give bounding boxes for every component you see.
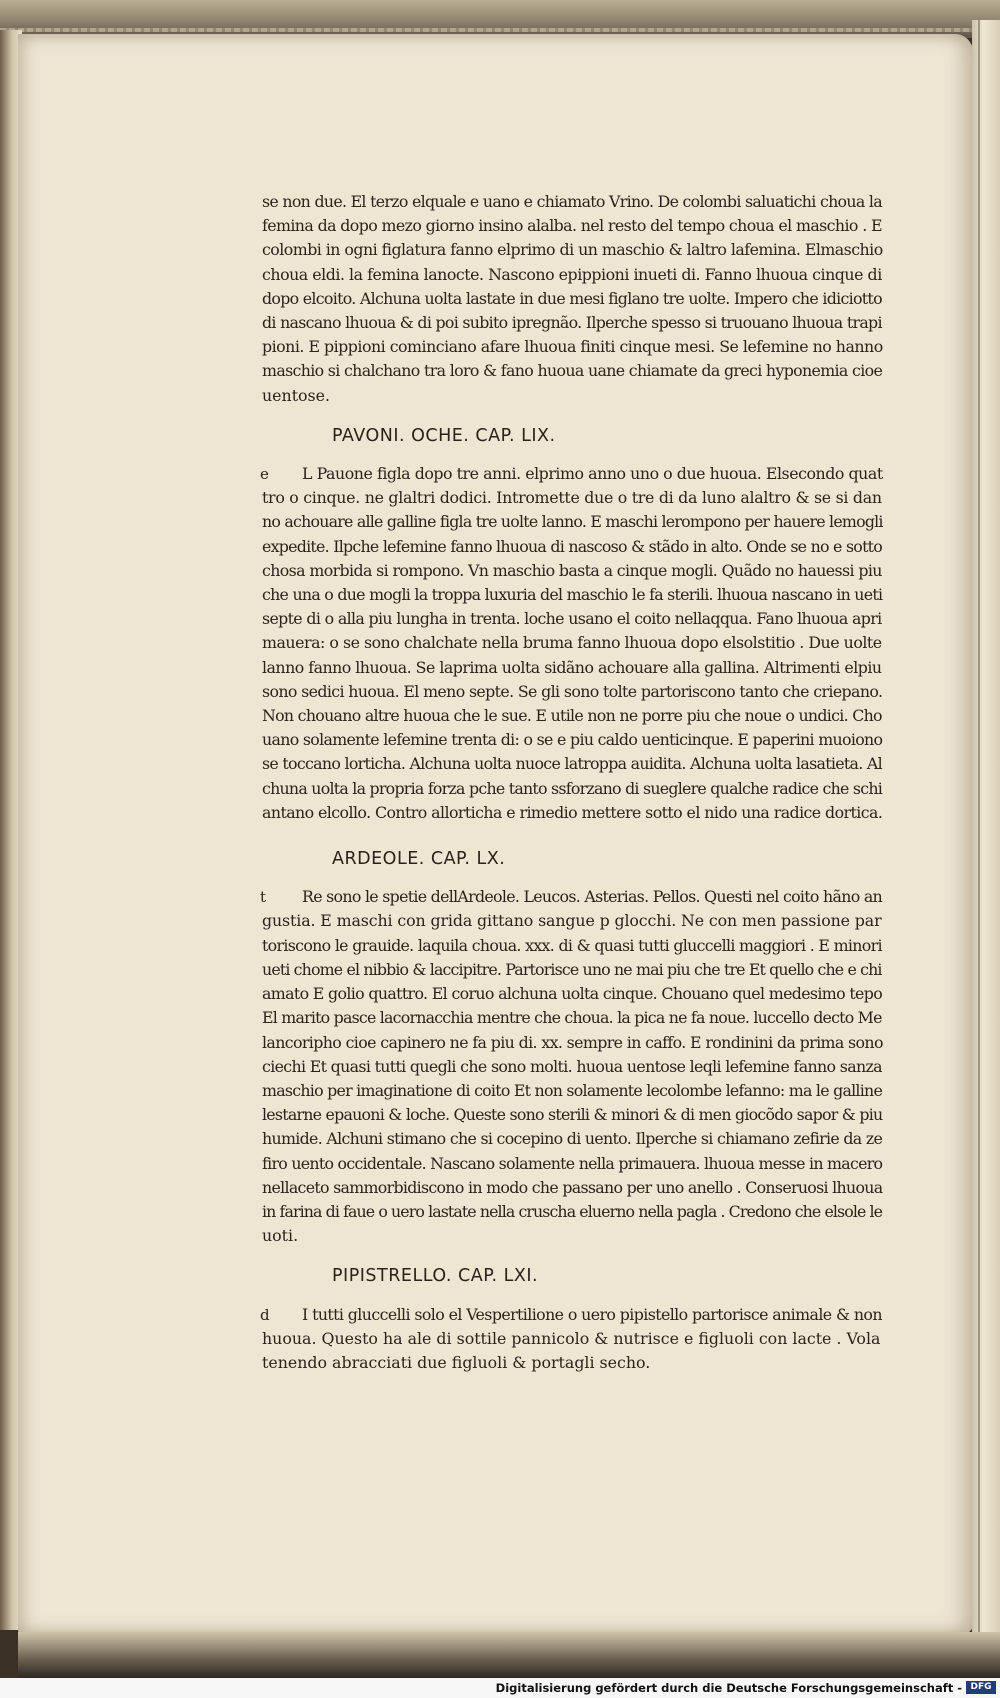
text-line: uentose. [262,385,331,405]
guide-letter: e [260,465,269,484]
text-line: colombi in ogni figlatura fanno elprimo di un maschio & laltro lafemina. Elmaschio [262,240,883,260]
text-line: ciechi Et quasi tutti quegli che sono molti. huoua uentose leqli lefemine fanno sanza [262,1056,882,1076]
text-line: lancoripho cioe capinero ne fa piu di. xx. sempre in caffo. E rondinini da prima sono [262,1032,883,1052]
text-section [262,424,882,825]
text-line: lestarne epauoni & loche. Queste sono sterili & minori & di men giocõdo sapor & piu [262,1105,883,1125]
text-line: uano solamente lefemine trenta di: o se e piu caldo uenticinque. E paperini muoiono [262,730,883,750]
paragraph [262,462,882,825]
text-line: septe di o alla piu lungha in trenta. loche usano el coito nellaqqua. Fano lhuoua apri [262,609,882,629]
text-line: choua eldi. la femina lanocte. Nascono epippioni inueti di. Fanno lhuoua cinque di [262,264,882,284]
text-line: amato E golio quattro. El coruo alchuna uolta cinque. Chouano quel medesimo tepo [262,984,883,1004]
text-line: chuna uolta la propria forza pche tanto ssforzano di sueglere qualche radice che schi [262,778,883,798]
text-line: ueti chome el nibbio & laccipitre. Partorisce uno ne mai piu che tre Et quello che e chi [262,959,882,979]
text-line: expedite. Ilpche lefemine fanno lhuoua di nascoso & stãdo in alto. Onde se no e sotto [262,536,883,556]
text-line: di nascano lhuoua & di poi subito ipregnão. Ilperche spesso si truouano lhuoua trapi [262,313,882,333]
text-line: humide. Alchuni stimano che si cocepino di uento. Ilperche si chiamano zefirie da ze [262,1129,883,1149]
chapter-heading: ARDEOLE. CAP. LX. [332,849,506,870]
text-line: firo uento occidentale. Nascano solamente nella primauera. lhuoua messe in macero [262,1153,883,1173]
book-top-edge [0,0,1000,38]
text-line: lanno fanno lhuoua. Se laprima uolta sidãno achouare alla gallina. Altrimenti elpiu [262,657,882,677]
text-line: antano elcollo. Contro allorticha e rimedio mettere sotto el nido una radice dortica. [262,802,883,822]
text-line: huoua. Questo ha ale di sottile pannicolo & nutrisce e figluoli con lacte . Vola [262,1328,881,1348]
text-section [262,190,882,408]
paragraph [262,190,882,408]
guide-letter: d [260,1305,270,1324]
text-line: I tutti gluccelli solo el Vespertilione o uero pipistello partorisce animale & non [302,1304,882,1324]
text-line: pioni. E pippioni cominciano afare lhuoua finiti cinque mesi. Se lefemine no hanno [262,337,883,357]
chapter-heading: PAVONI. OCHE. CAP. LIX. [332,425,556,446]
book-right-edge [972,20,1000,1635]
chapter-heading: PIPISTRELLO. CAP. LXI. [332,1266,539,1287]
text-line: Non chouano altre huoua che le sue. E utile non ne porre piu che noue o undici. Cho [262,706,882,726]
guide-letter: t [260,888,267,907]
text-line: Re sono le spetie dellArdeole. Leucos. Asterias. Pellos. Questi nel coito hãno an [302,887,882,907]
text-line: no achouare alle galline figla tre uolte lanno. E maschi lerompono per hauere lemogli [262,512,883,532]
text-line: tenendo abracciati due figluoli & portagli secho. [262,1352,651,1372]
paragraph [262,1303,882,1376]
paragraph [262,885,882,1248]
text-section [262,1264,882,1375]
text-section [262,847,882,1248]
text-line: maschio per imaginatione di coito Et non solamente lecolombe lefanno: ma le galline [262,1080,883,1100]
text-line: toriscono le grauide. laquila choua. xxx. di & quasi tutti gluccelli maggiori . E minori [262,935,882,955]
text-line: dopo elcoito. Alchuna uolta lastate in due mesi figlano tre uolte. Impero che idiciotto [262,288,882,308]
text-line: chosa morbida si rompono. Vn maschio basta a cinque mogli. Quãdo no hauessi piu [262,560,882,580]
text-line: uoti. [262,1226,299,1246]
text-line: nellaceto sammorbidiscono in modo che passano per uno anello . Conseruosi lhuoua [262,1177,883,1197]
text-line: se non due. El terzo elquale e uano e chiamato Vrino. De colombi saluatichi choua la [262,192,882,211]
text-line: in farina di faue o uero lastate nella cruscha eluerno nella pagla . Credono che elsole le [262,1201,883,1221]
text-line: sono sedici huoua. El meno septe. Se gli sono tolte partoriscono tanto che criepano. [262,681,883,701]
text-line: maschio si chalchano tra loro & fano huoua uane chiamate da greci hyponemia cioe [262,361,883,381]
footer-credit: Digitalisierung gefördert durch die Deutsche Forschungsgemeinschaft - [495,1681,962,1695]
page-text [262,190,882,1375]
text-line: mauera: o se sono chalchate nella bruma fanno lhuoua dopo elsolstitio . Due uolte [262,633,882,653]
text-line: gustia. E maschi con grida gittano sangue p glocchi. Ne con men passione par [262,911,882,931]
text-line: che una o due mogli la troppa luxuria del maschio le fa sterili. lhuoua nascano in ueti [262,585,883,605]
book-bottom-edge [18,1632,1000,1678]
text-line: L Pauone figla dopo tre anni. elprimo anno uno o due huoua. Elsecondo quat [302,464,883,484]
dfg-logo-icon: DFG [966,1681,996,1694]
footer-bar [0,1678,1000,1698]
text-line: se toccano lorticha. Alchuna uolta nuoce latroppa auidita. Alchuna uolta lasatieta. Al [262,754,882,774]
text-line: El marito pasce lacornacchia mentre che choua. la pica ne fa noue. luccello decto Me [262,1008,882,1028]
text-line: tro o cinque. ne glaltri dodici. Intromette due o tre di da luno alaltro & se si dan [262,488,882,508]
text-line: femina da dopo mezo giorno insino alalba. nel resto del tempo choua el maschio . E [262,216,882,236]
